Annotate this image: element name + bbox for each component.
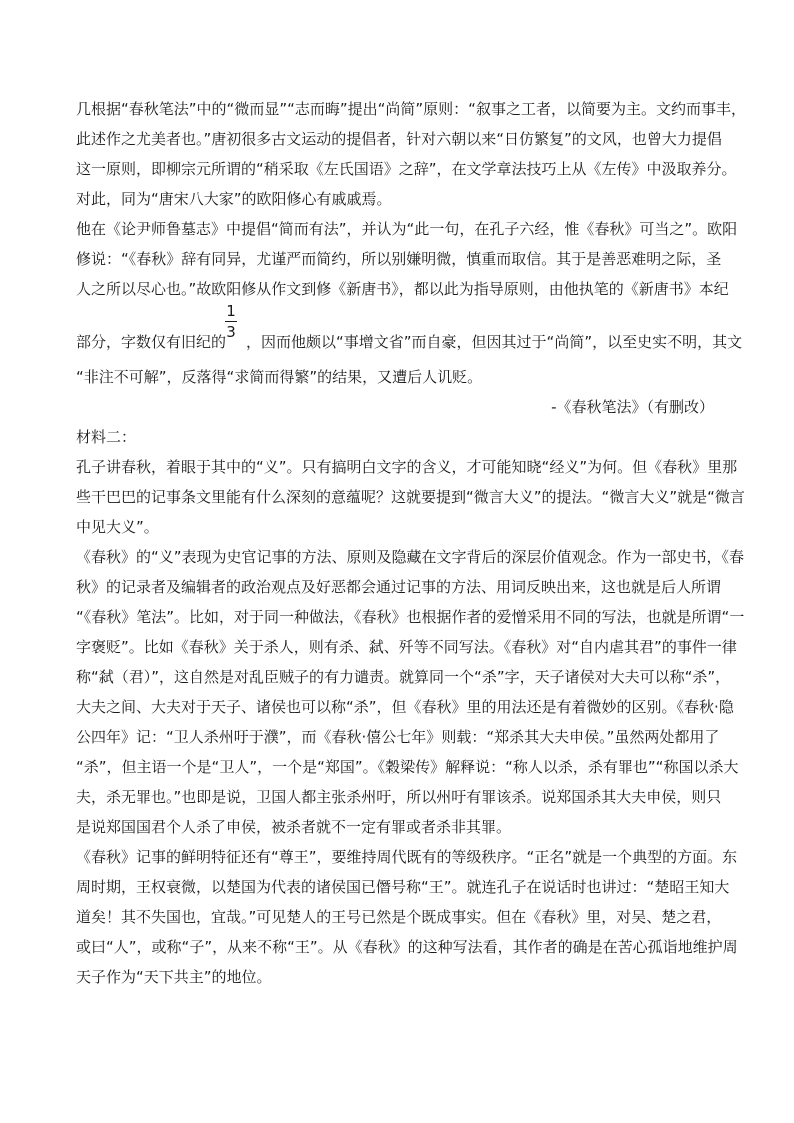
- text-line: 公四年》记：“卫人杀州吁于濮”，而《春秋·僖公七年》则载：“郑杀其大夫申侯。”虽然两处都用了: [76, 728, 720, 746]
- text-line: 这一原则，即柳宗元所谓的“稍采取《左氏国语》之辞”，在文学章法技巧上从《左传》中汲取养分。: [76, 160, 737, 178]
- text-line: 《春秋》记事的鲜明特征还有“尊王”，要维持周代既有的等级秩序。“正名”就是一个典型的方面。东: [76, 848, 738, 866]
- source-citation: -《春秋笔法》（有删改）: [551, 398, 714, 416]
- paragraph-5: [76, 842, 738, 992]
- fraction-bar: [225, 321, 237, 322]
- text-line: 人之所以尽心也。”故欧阳修从作文到修《新唐书》，都以此为指导原则，由他执笔的《新唐书》本纪: [76, 280, 729, 298]
- fraction-denominator: 3: [226, 323, 236, 341]
- text-line: 对此，同为“唐宋八大家”的欧阳修心有戚戚焉。: [76, 190, 392, 208]
- text-line: 几根据“春秋笔法”中的“微而显”“志而晦”提出“尚简”原则：“叙事之工者，以简要为主。文约而事丰，: [76, 100, 746, 118]
- paragraph-3: [76, 452, 745, 542]
- text-line: 《春秋》的“义”表现为史官记事的方法、原则及隐藏在文字背后的深层价值观念。作为一部史书，《春: [76, 548, 745, 566]
- text-line: 他在《论尹师鲁墓志》中提倡“简而有法”，并认为“此一句，在孔子六经，惟《春秋》可当之”。欧阳: [76, 220, 738, 238]
- fraction-one-third: [224, 302, 238, 341]
- text-line: 孔子讲春秋，着眼于其中的“义”。只有搞明白文字的含义，才可能知晓“经义”为何。但《春秋》里那: [76, 458, 738, 476]
- text-line: 周时期，王权衰微，以楚国为代表的诸侯国已僭号称“王”。就连孔子在说话时也讲过：“楚昭王知大: [76, 878, 730, 896]
- text-line: 秋》的记录者及编辑者的政治观点及好恶都会通过记事的方法、用词反映出来，这也就是后人所谓: [76, 578, 722, 596]
- text-line: “《春秋》笔法”。比如，对于同一种做法，《春秋》也根据作者的爱憎采用不同的写法，也就是所谓“一: [76, 608, 745, 626]
- text-line: 称“弑（君）”，这自然是对乱臣贼子的有力谴责。就算同一个“杀”字，天子诸侯对大夫可以称“杀”，: [76, 668, 731, 686]
- paragraph-1: [76, 94, 746, 214]
- material-2-heading: 材料二：: [76, 428, 137, 446]
- text-line: “杀”，但主语一个是“卫人”，一个是“郑国”。《穀梁传》解释说：“称人以杀，杀有罪也”“称国以杀大: [76, 758, 739, 776]
- fraction-numerator: 1: [226, 302, 236, 320]
- paragraph-2: [76, 214, 743, 392]
- paragraph-4: [76, 542, 745, 842]
- text-line: 中见大义”。: [76, 518, 159, 536]
- fraction-line-suffix: ，因而他颇以“事增文省”而自豪，但因其过于“尚简”，以至史实不明，其文: [246, 333, 743, 351]
- text-line: 是说郑国国君个人杀了申侯，被杀者就不一定有罪或者杀非其罪。: [76, 818, 512, 836]
- text-line: 修说：“《春秋》辞有同异，尤谨严而简约，所以别嫌明微，慎重而取信。其于是善恶难明之际，圣: [76, 250, 722, 268]
- text-line: 夫，杀无罪也。”也即是说，卫国人都主张杀州吁，所以州吁有罪该杀。说郑国杀其大夫申侯，则只: [76, 788, 722, 806]
- text-line: 些干巴巴的记事条文里能有什么深刻的意蕴呢？这就要提到“微言大义”的提法。“微言大义”就是“微言: [76, 488, 745, 506]
- document-page: [76, 94, 746, 992]
- text-line: 或曰“人”，或称“子”，从来不称“王”。从《春秋》的这种写法看，其作者的确是在苦心孤诣地维护周: [76, 938, 738, 956]
- fraction-line-prefix: 部分，字数仅有旧纪的: [76, 333, 227, 351]
- text-line: 道矣！其不失国也，宜哉。”可见楚人的王号已然是个既成事实。但在《春秋》里，对吴、楚之君，: [76, 908, 722, 926]
- text-line: 天子作为“天下共主”的地位。: [76, 968, 272, 986]
- text-line: 字褒贬”。比如《春秋》关于杀人，则有杀、弑、歼等不同写法。《春秋》对“自内虐其君”的事件一律: [76, 638, 737, 656]
- text-line: 大夫之间、大夫对于天子、诸侯也可以称“杀”，但《春秋》里的用法还是有着微妙的区别。《春秋·隐: [76, 698, 734, 716]
- text-line: 此述作之尤美者也。”唐初很多古文运动的提倡者，针对六朝以来“日仿繁复”的文风，也曾大力提倡: [76, 130, 722, 148]
- fraction-line: [76, 302, 743, 362]
- text-line: “非注不可解”，反落得“求简而得繁”的结果，又遭后人讥贬。: [76, 368, 483, 386]
